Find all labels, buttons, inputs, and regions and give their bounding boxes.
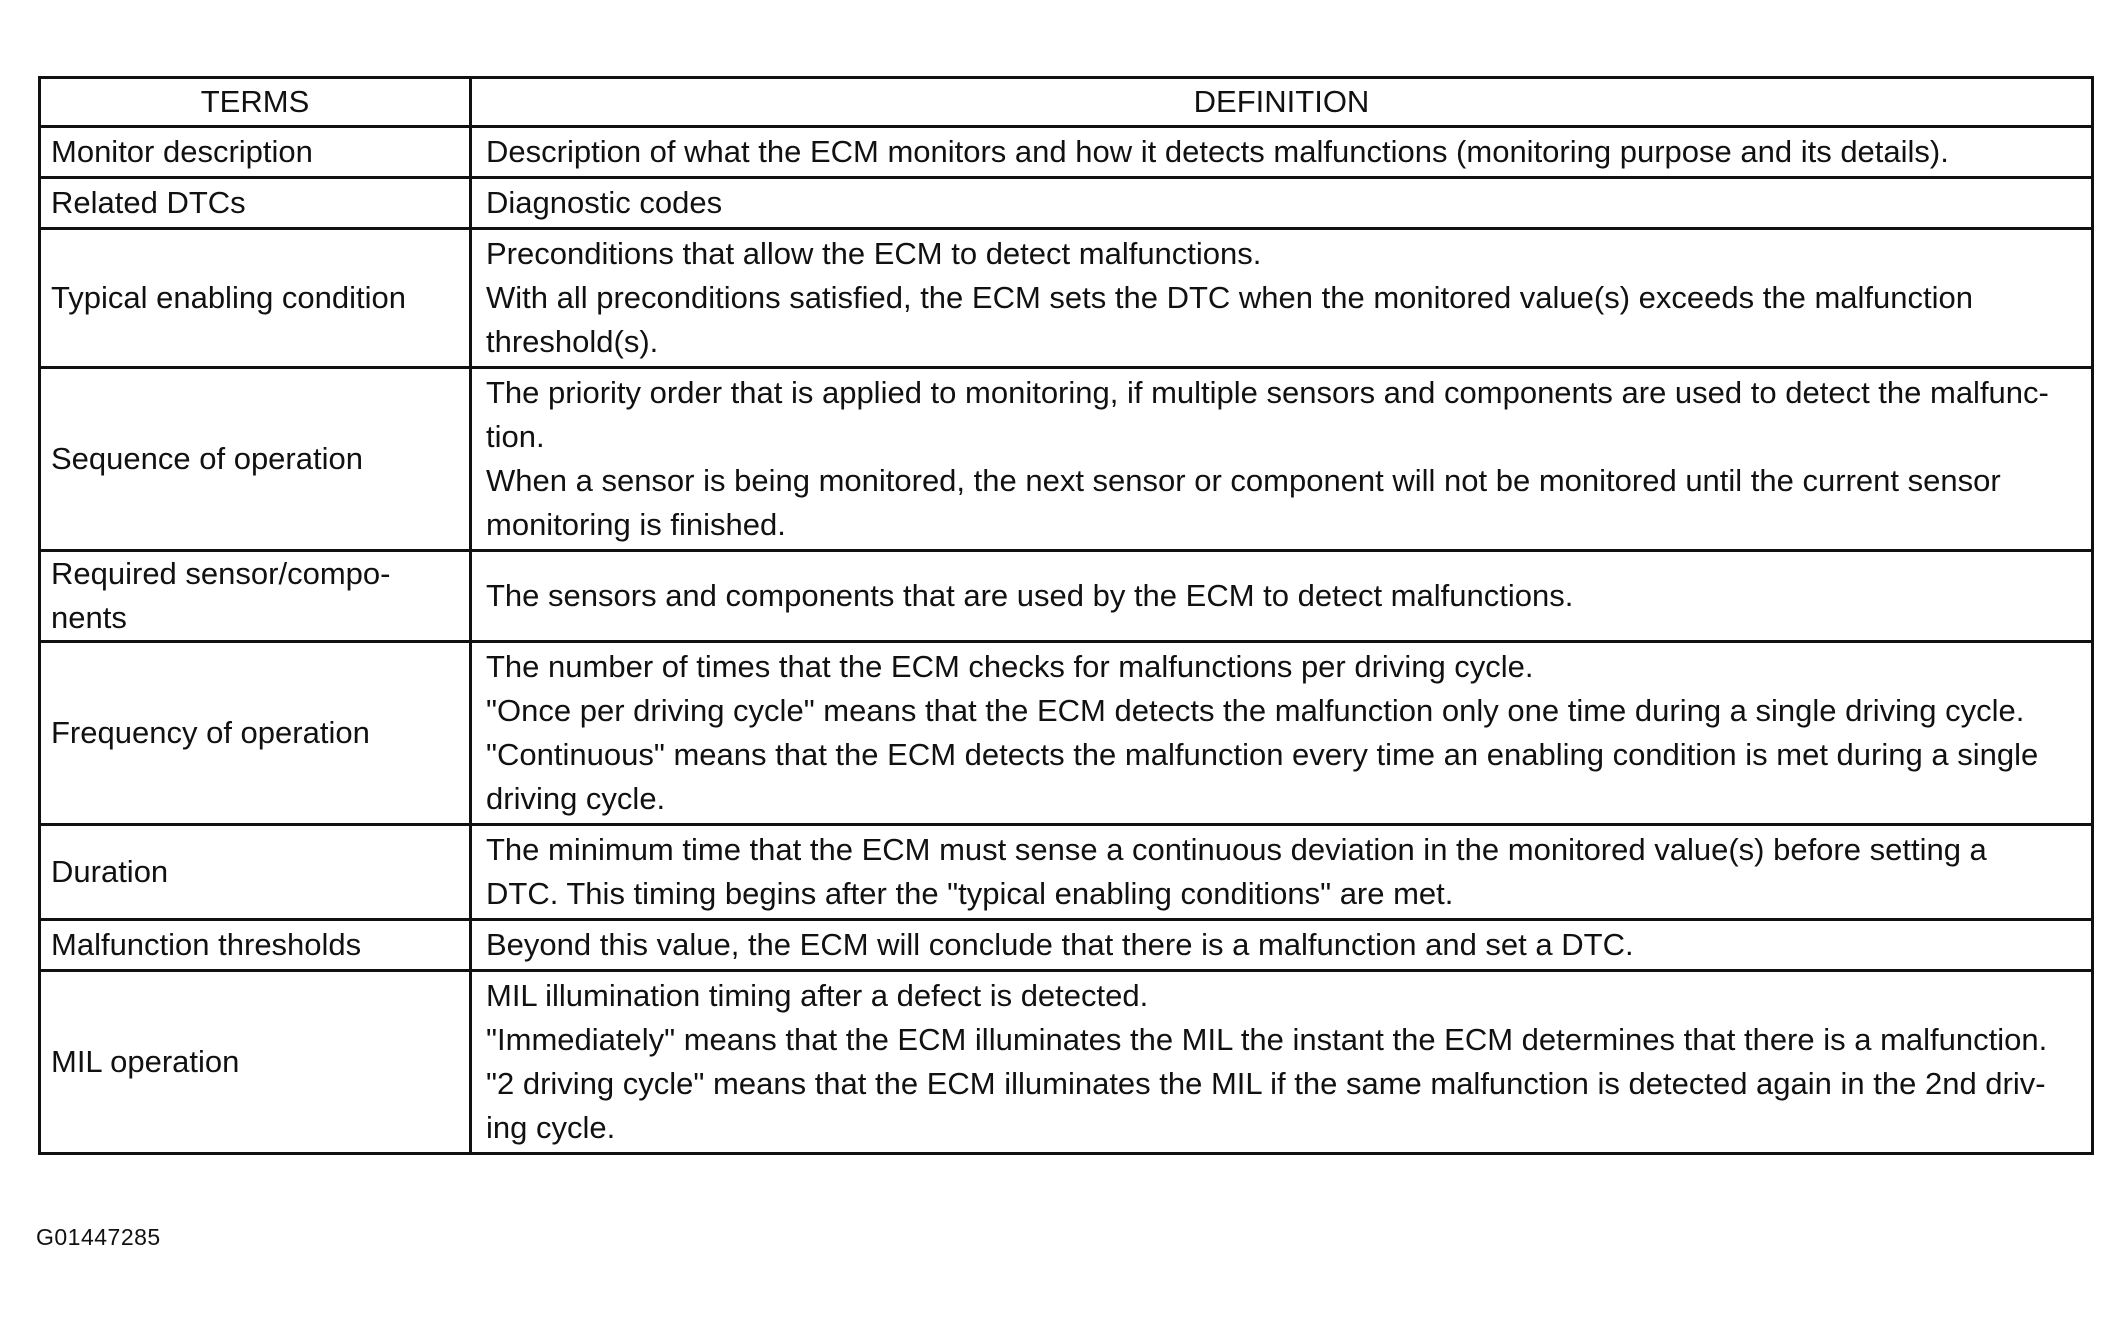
term-text: MIL operation: [51, 1044, 240, 1079]
table-body: [40, 127, 2093, 1154]
term-text: Sequence of operation: [51, 441, 363, 476]
table-row: [40, 971, 2093, 1154]
term-cell: [40, 971, 471, 1154]
definition-text: threshold(s).: [486, 324, 659, 359]
term-text: Typical enabling condition: [51, 280, 407, 315]
definition-cell: [471, 971, 2093, 1154]
term-text: Related DTCs: [51, 185, 246, 220]
term-cell: [40, 229, 471, 368]
definition-cell: [471, 642, 2093, 825]
term-cell: [40, 920, 471, 971]
definition-text: driving cycle.: [486, 781, 666, 816]
definition-text: monitoring is finished.: [486, 507, 786, 542]
table-row: [40, 229, 2093, 368]
definition-text: The minimum time that the ECM must sense a continuous deviation in the monitored value(s) before setting a: [486, 832, 1987, 867]
definition-text: "2 driving cycle" means that the ECM illuminates the MIL if the same malfunction is detected again in the 2nd driv-: [486, 1066, 2046, 1101]
table-row: [40, 127, 2093, 178]
definition-cell: [471, 920, 2093, 971]
table-row: [40, 551, 2093, 642]
definition-header: DEFINITION: [471, 78, 2093, 127]
terms-definition-table: [38, 76, 2094, 1155]
definition-text: "Immediately" means that the ECM illuminates the MIL the instant the ECM determines that there is a malfunction.: [486, 1022, 2048, 1057]
definition-text: tion.: [486, 419, 545, 454]
header-row: [40, 78, 2093, 127]
definition-cell: [471, 178, 2093, 229]
definition-cell: [471, 551, 2093, 642]
definition-text: The number of times that the ECM checks for malfunctions per driving cycle.: [486, 649, 1534, 684]
definition-cell: [471, 368, 2093, 551]
definition-text: With all preconditions satisfied, the ECM sets the DTC when the monitored value(s) exceeds the malfunction: [486, 280, 1973, 315]
term-cell: [40, 551, 471, 642]
term-cell: [40, 825, 471, 920]
definition-cell: [471, 229, 2093, 368]
definition-text: When a sensor is being monitored, the next sensor or component will not be monitored until the current sensor: [486, 463, 2001, 498]
definition-text: "Once per driving cycle" means that the ECM detects the malfunction only one time during a single driving cycle.: [486, 693, 2025, 728]
term-text: Required sensor/compo-: [51, 556, 391, 591]
term-text: nents: [51, 600, 127, 635]
term-text: Duration: [51, 854, 169, 889]
definition-text: DTC. This timing begins after the "typical enabling conditions" are met.: [486, 876, 1454, 911]
table-row: [40, 920, 2093, 971]
definition-text: The priority order that is applied to monitoring, if multiple sensors and components are used to detect the malfunc-: [486, 375, 2049, 410]
definition-text: Description of what the ECM monitors and how it detects malfunctions (monitoring purpose and its details).: [486, 134, 1949, 169]
term-text: Malfunction thresholds: [51, 927, 362, 962]
term-cell: [40, 127, 471, 178]
table-row: [40, 642, 2093, 825]
term-cell: [40, 178, 471, 229]
figure-id: G01447285: [36, 1224, 161, 1250]
table-row: [40, 368, 2093, 551]
definition-text: The sensors and components that are used by the ECM to detect malfunctions.: [486, 578, 1574, 613]
definition-text: ing cycle.: [486, 1110, 616, 1145]
definition-cell: [471, 127, 2093, 178]
term-cell: [40, 642, 471, 825]
term-cell: [40, 368, 471, 551]
definition-text: "Continuous" means that the ECM detects the malfunction every time an enabling condition is met during a single: [486, 737, 2039, 772]
term-text: Monitor description: [51, 134, 313, 169]
definition-cell: [471, 825, 2093, 920]
term-text: Frequency of operation: [51, 715, 370, 750]
definition-text: Preconditions that allow the ECM to detect malfunctions.: [486, 236, 1262, 271]
definition-text: Diagnostic codes: [486, 185, 723, 220]
definition-text: MIL illumination timing after a defect is detected.: [486, 978, 1149, 1013]
definition-text: Beyond this value, the ECM will conclude that there is a malfunction and set a DTC.: [486, 927, 1634, 962]
table-row: [40, 178, 2093, 229]
terms-header: TERMS: [40, 78, 471, 127]
table-row: [40, 825, 2093, 920]
